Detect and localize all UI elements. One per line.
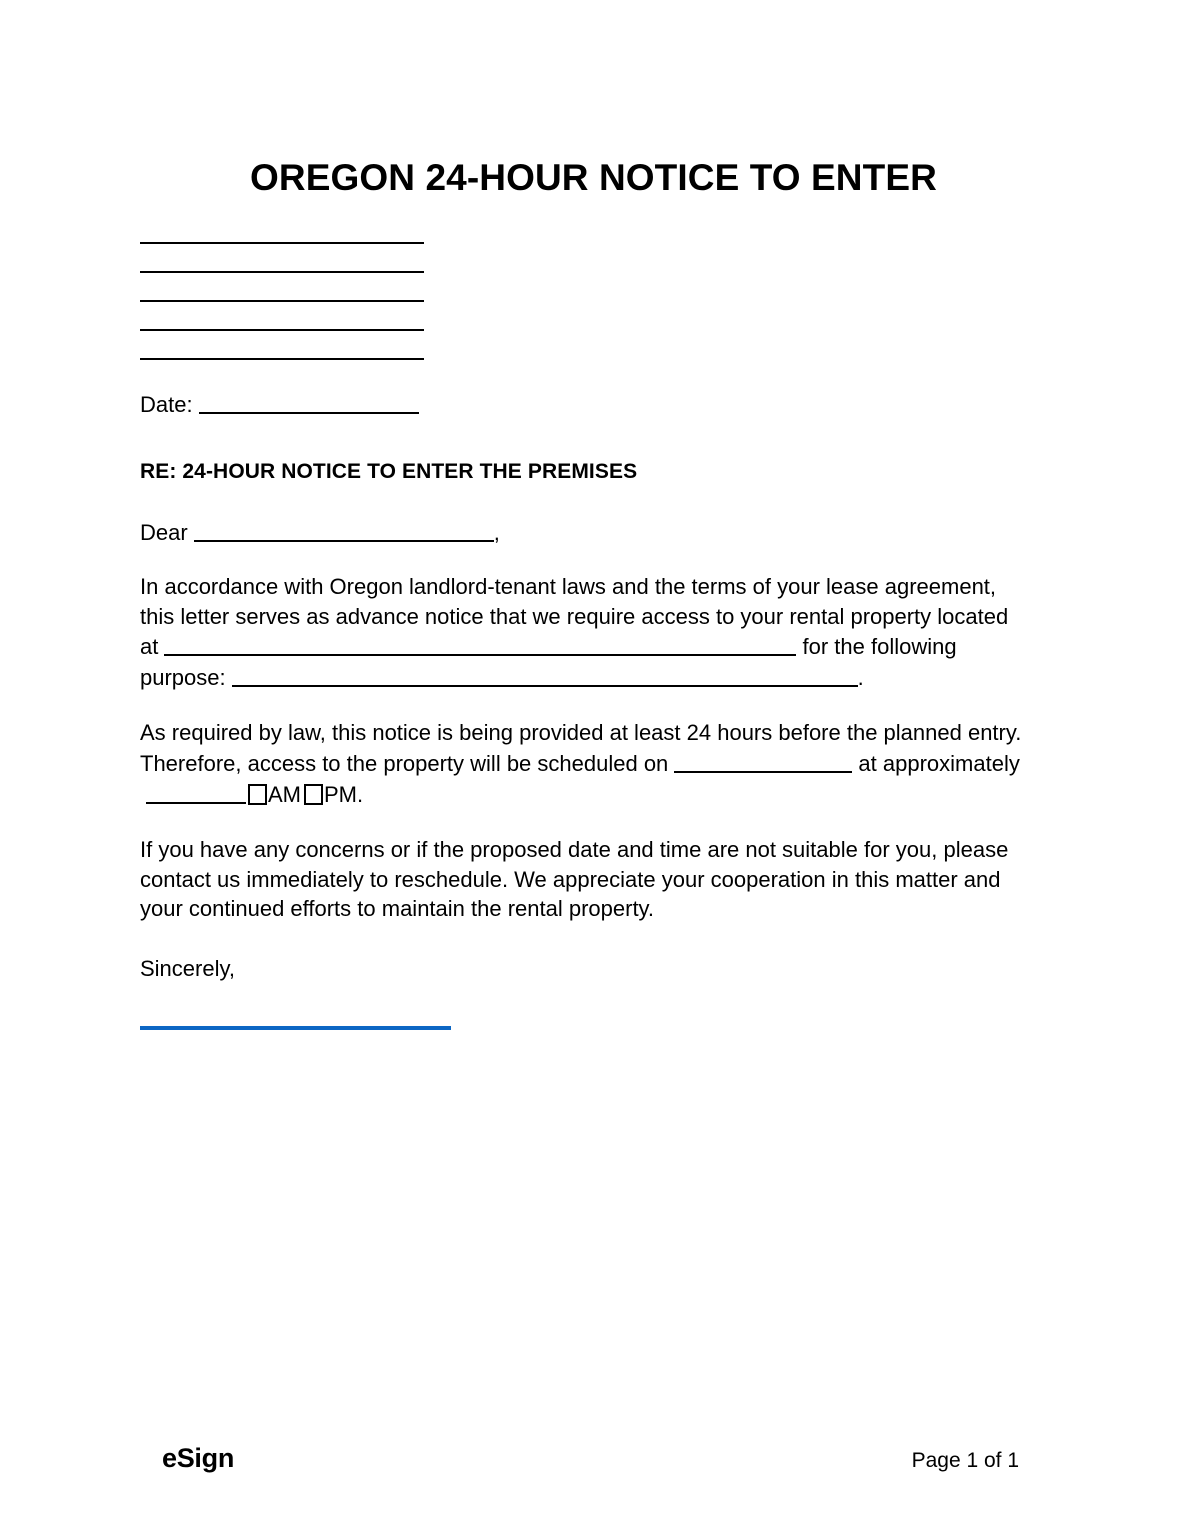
date-field-row: [140, 389, 1022, 420]
paragraph-1-text-part-1: In accordance with Oregon landlord-tenant laws and the terms of your lease agreement, this letter serves as advance notice that we require access to your rental property located at: [140, 574, 1009, 660]
page-indicator: Page 1 of 1: [911, 1449, 1019, 1472]
recipient-line-5[interactable]: [140, 338, 424, 367]
am-label: AM: [268, 781, 301, 807]
page-footer: [140, 1443, 1047, 1487]
date-label: Date:: [140, 392, 193, 418]
recipient-line-3[interactable]: [140, 280, 424, 309]
paragraph-scheduled-entry: [140, 718, 1022, 809]
salutation-comma: ,: [493, 520, 500, 546]
tenant-name-blank[interactable]: [194, 517, 494, 542]
page-title: OREGON 24-HOUR NOTICE TO ENTER: [250, 156, 937, 198]
recipient-line-2[interactable]: [140, 251, 424, 280]
esign-logo: eSign: [162, 1443, 235, 1473]
am-checkbox[interactable]: [248, 784, 267, 805]
purpose-blank[interactable]: [232, 662, 858, 687]
recipient-address-block: [140, 222, 1022, 367]
entry-time-blank[interactable]: [146, 778, 246, 803]
paragraph-2-text-part-1: As required by law, this notice is being provided at least 24 hours before the planned entry. Therefore, access to the property will be scheduled on: [140, 720, 1022, 776]
paragraph-1-text-part-2: for the following purpose:: [140, 634, 957, 690]
paragraph-contact-reschedule: If you have any concerns or if the proposed date and time are not suitable for you, please contact us immediately to reschedule. We appreciate your cooperation in this matter and your continued efforts to maintain the rental property.: [140, 837, 1009, 922]
closing-salutation: Sincerely,: [140, 955, 235, 981]
signature-line[interactable]: [140, 1026, 451, 1030]
paragraph-1-text-part-3: .: [857, 664, 864, 690]
property-address-blank[interactable]: [164, 631, 796, 656]
pm-label: PM.: [324, 781, 364, 807]
re-subject-heading: RE: 24-HOUR NOTICE TO ENTER THE PREMISES: [140, 460, 638, 484]
salutation-row: [140, 517, 1022, 548]
date-input-blank[interactable]: [199, 389, 419, 414]
salutation-label: Dear: [140, 520, 188, 546]
entry-date-blank[interactable]: [674, 748, 852, 773]
recipient-line-4[interactable]: [140, 309, 424, 338]
pm-checkbox[interactable]: [304, 784, 323, 805]
recipient-line-1[interactable]: [140, 222, 424, 251]
paragraph-2-text-part-2: at approximately: [858, 750, 1020, 776]
document-body: [140, 222, 1022, 1030]
paragraph-access-notice: [140, 572, 1022, 692]
